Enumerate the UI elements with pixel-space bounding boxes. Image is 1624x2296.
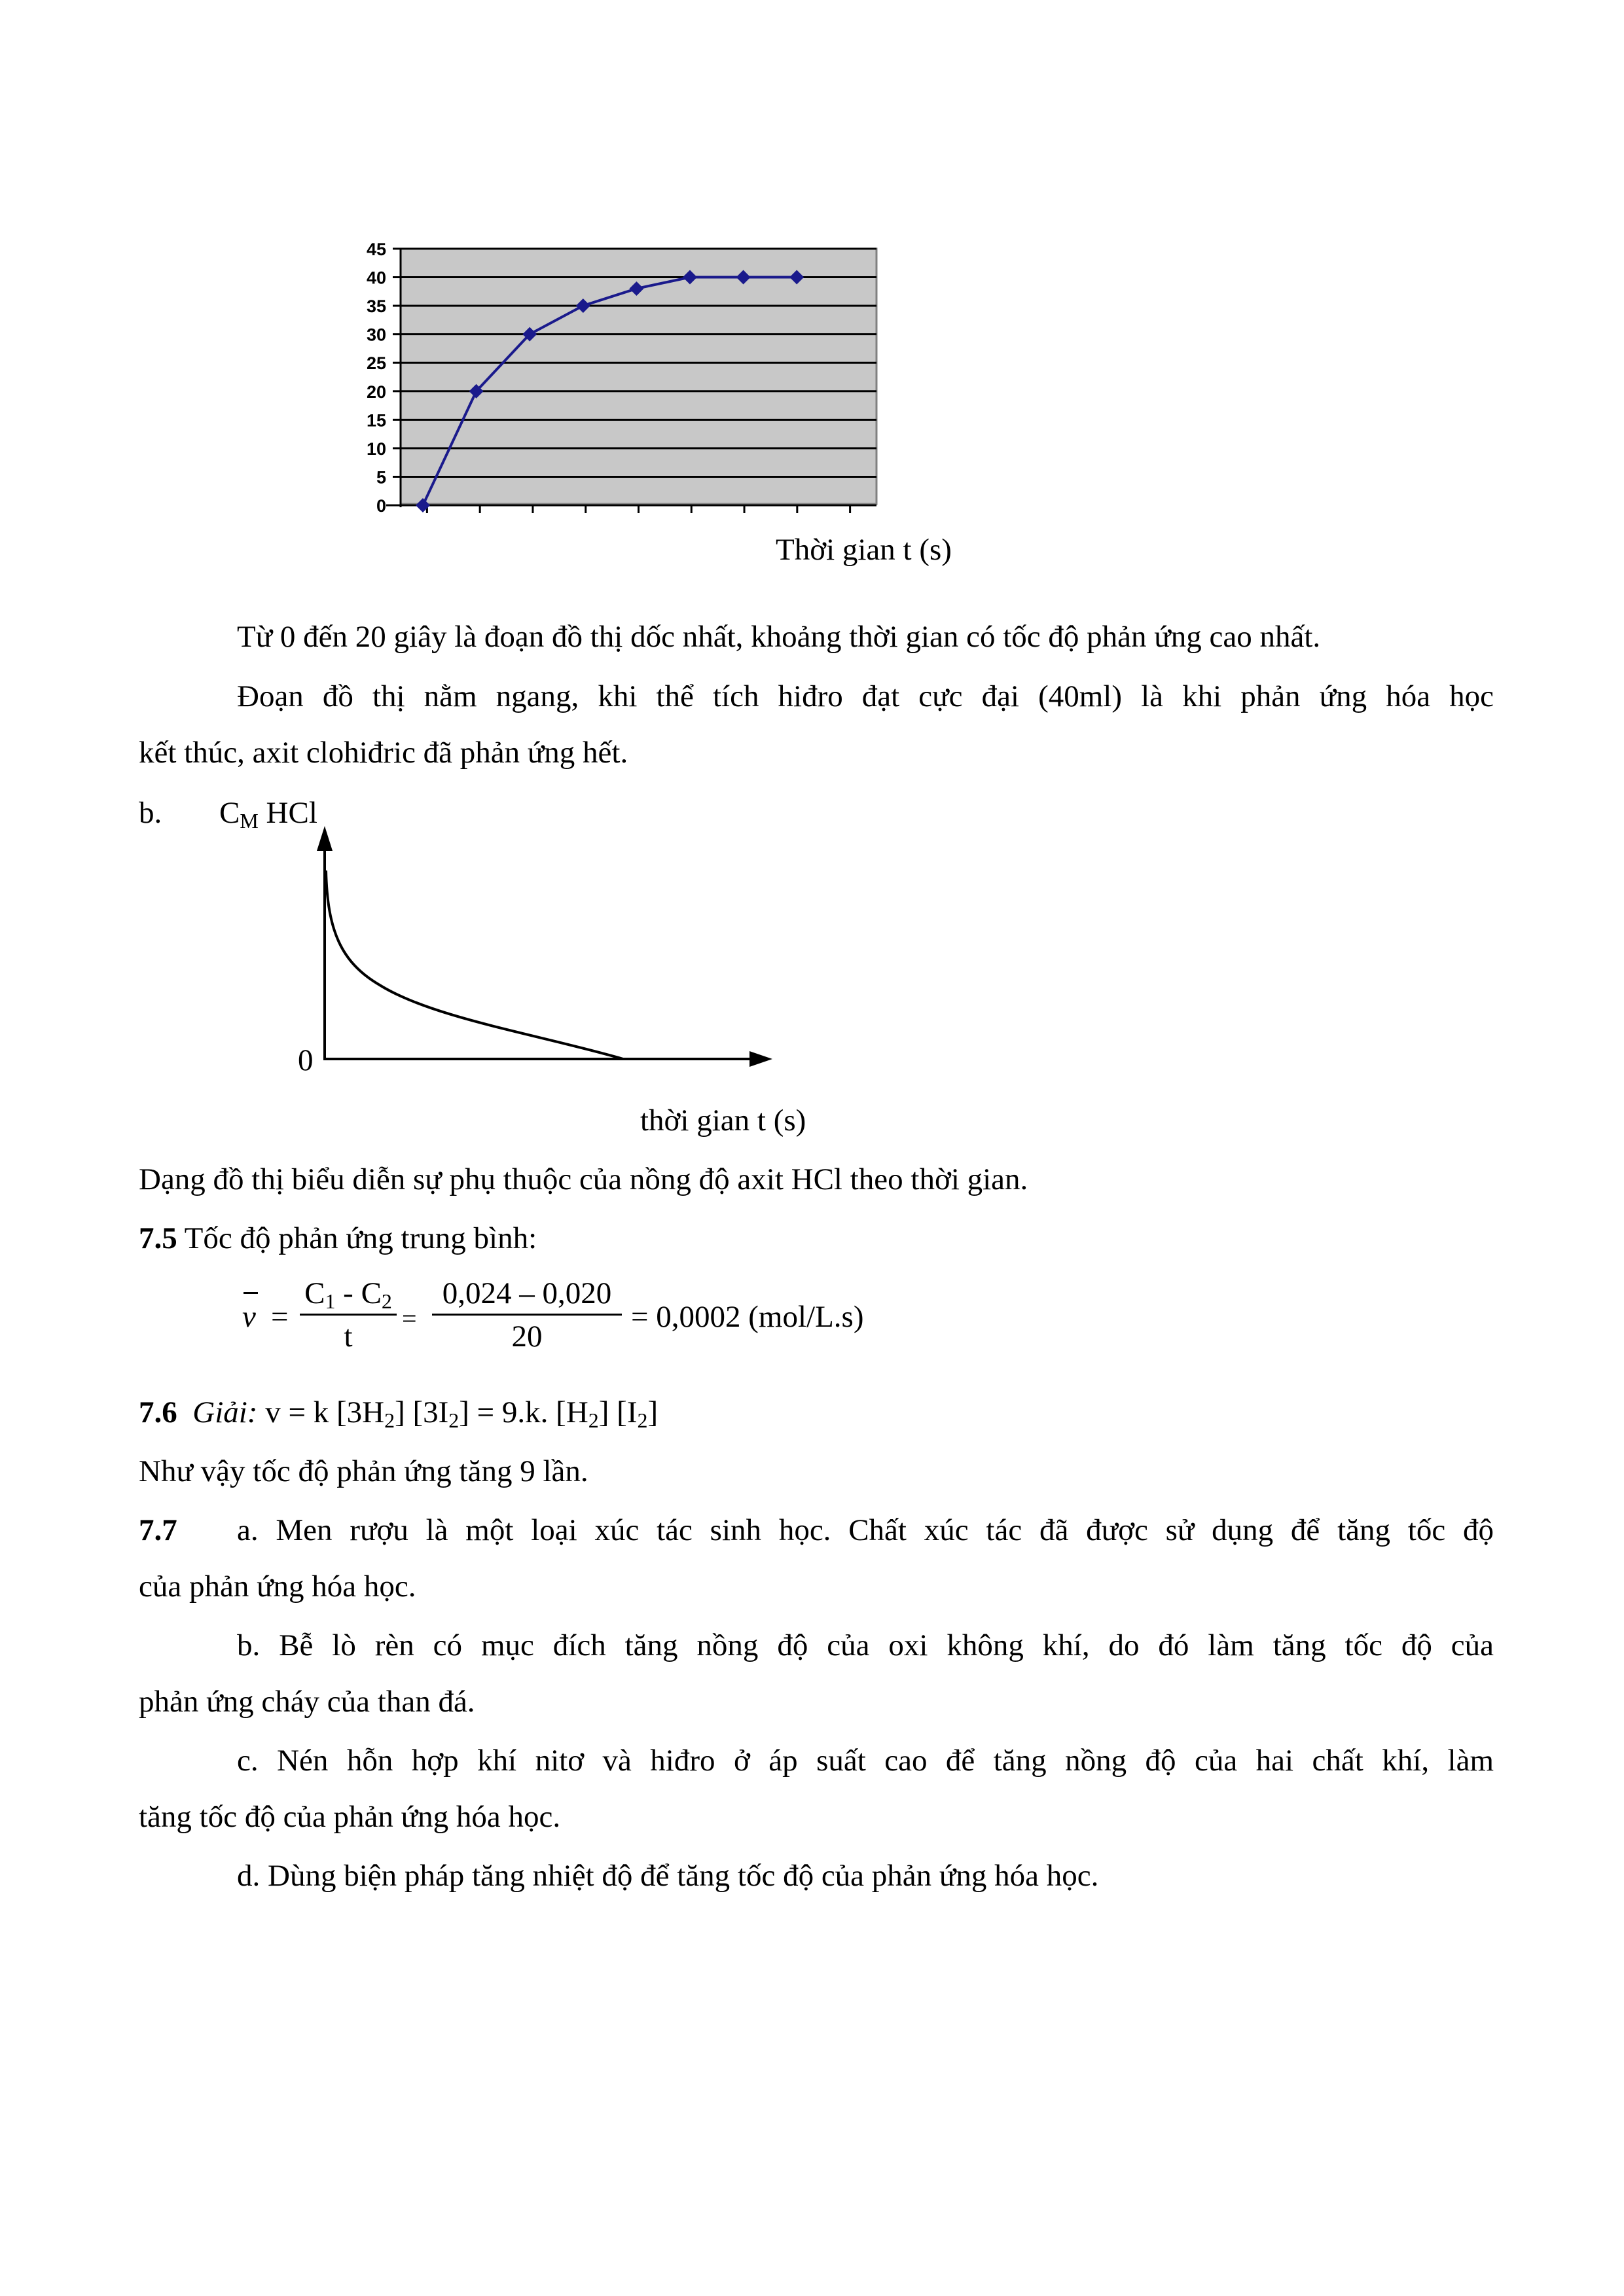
avg-rate-symbol: v <box>242 1300 256 1334</box>
paragraph-steepest: Từ 0 đến 20 giây là đoạn đồ thị dốc nhất, khoảng thời gian có tốc độ phản ứng cao nhất. <box>237 620 1321 654</box>
item-c-line2: tăng tốc độ của phản ứng hóa học. <box>139 1800 561 1834</box>
fraction-2-numerator: 0,024 – 0,020 <box>442 1276 612 1310</box>
paragraph-horizontal-line2: kết thúc, axit clohiđric đã phản ứng hết. <box>139 736 628 770</box>
fraction-1-denominator: t <box>344 1319 353 1354</box>
y-tick-label: 25 <box>366 353 386 374</box>
chart2-y-axis-label: $C_M$ HCl <box>219 796 317 833</box>
y-tick-label: 10 <box>366 439 386 459</box>
y-tick-label: 40 <box>366 268 386 288</box>
paragraph-horizontal-line1: Đoạn đồ thị nằm ngang, khi thể tích hiđro đạt cực đại (40ml) là khi phản ứng hóa học <box>237 679 1494 713</box>
y-tick-label: 35 <box>366 296 386 317</box>
y-tick-label: 45 <box>366 240 386 259</box>
chart2-x-axis-label: thời gian t (s) <box>640 1103 806 1138</box>
y-tick-label: 5 <box>376 467 386 488</box>
graph-description: Dạng đồ thị biểu diễn sự phụ thuộc của nồng độ axit HCl theo thời gian. <box>139 1162 1028 1196</box>
chart2-origin-label: 0 <box>298 1043 314 1077</box>
section-7-5-heading: 7.5 Tốc độ phản ứng trung bình: <box>139 1221 537 1255</box>
fraction-1-numerator: $C_1 - C_2$ <box>304 1276 392 1313</box>
item-a-line1: a. Men rượu là một loại xúc tác sinh học. Chất xúc tác đã được sử dụng để tăng tốc độ <box>237 1513 1494 1547</box>
item-b-line1: b. Bễ lò rèn có mục đích tăng nồng độ của oxi không khí, do đó làm tăng tốc độ của <box>237 1628 1494 1662</box>
chart2-curve <box>326 870 623 1059</box>
equals-2: = <box>402 1304 417 1333</box>
avg-rate-bar <box>244 1292 258 1294</box>
y-tick-label: 20 <box>366 382 386 402</box>
chart2-x-arrow <box>749 1051 772 1067</box>
section-7-6-conclusion: Như vậy tốc độ phản ứng tăng 9 lần. <box>139 1454 588 1488</box>
item-a-line2: của phản ứng hóa học. <box>139 1570 416 1604</box>
item-c-line1: c. Nén hỗn hợp khí nitơ và hiđro ở áp suất cao để tăng nồng độ của hai chất khí, làm <box>237 1744 1494 1778</box>
item-d-line1: d. Dùng biện pháp tăng nhiệt độ để tăng tốc độ của phản ứng hóa học. <box>237 1859 1099 1893</box>
fraction-2-bar <box>432 1314 622 1316</box>
y-tick-label: 15 <box>366 410 386 431</box>
y-tick-label: 30 <box>366 325 386 345</box>
section-7-6-equation: 7.6 Giải: v = k $[3H_2] [3I_2] = 9.k$. $[H_2]$ $[I_2]$ <box>139 1395 659 1432</box>
y-tick-label: 0 <box>376 496 386 516</box>
fraction-1-bar <box>300 1314 397 1316</box>
part-b-label: b. <box>139 796 162 830</box>
hydrogen-volume-chart <box>0 0 1624 589</box>
section-7-7-number: 7.7 <box>139 1513 177 1547</box>
equals-1: = <box>271 1300 289 1334</box>
chart2-y-arrow <box>317 826 333 851</box>
hcl-concentration-chart <box>0 785 1624 1080</box>
chart1-x-axis-label: Thời gian t (s) <box>776 533 952 567</box>
fraction-2-denominator: 20 <box>511 1319 543 1354</box>
result-value: = 0,0002 (mol/L.s) <box>631 1300 864 1334</box>
item-b-line2: phản ứng cháy của than đá. <box>139 1685 475 1719</box>
